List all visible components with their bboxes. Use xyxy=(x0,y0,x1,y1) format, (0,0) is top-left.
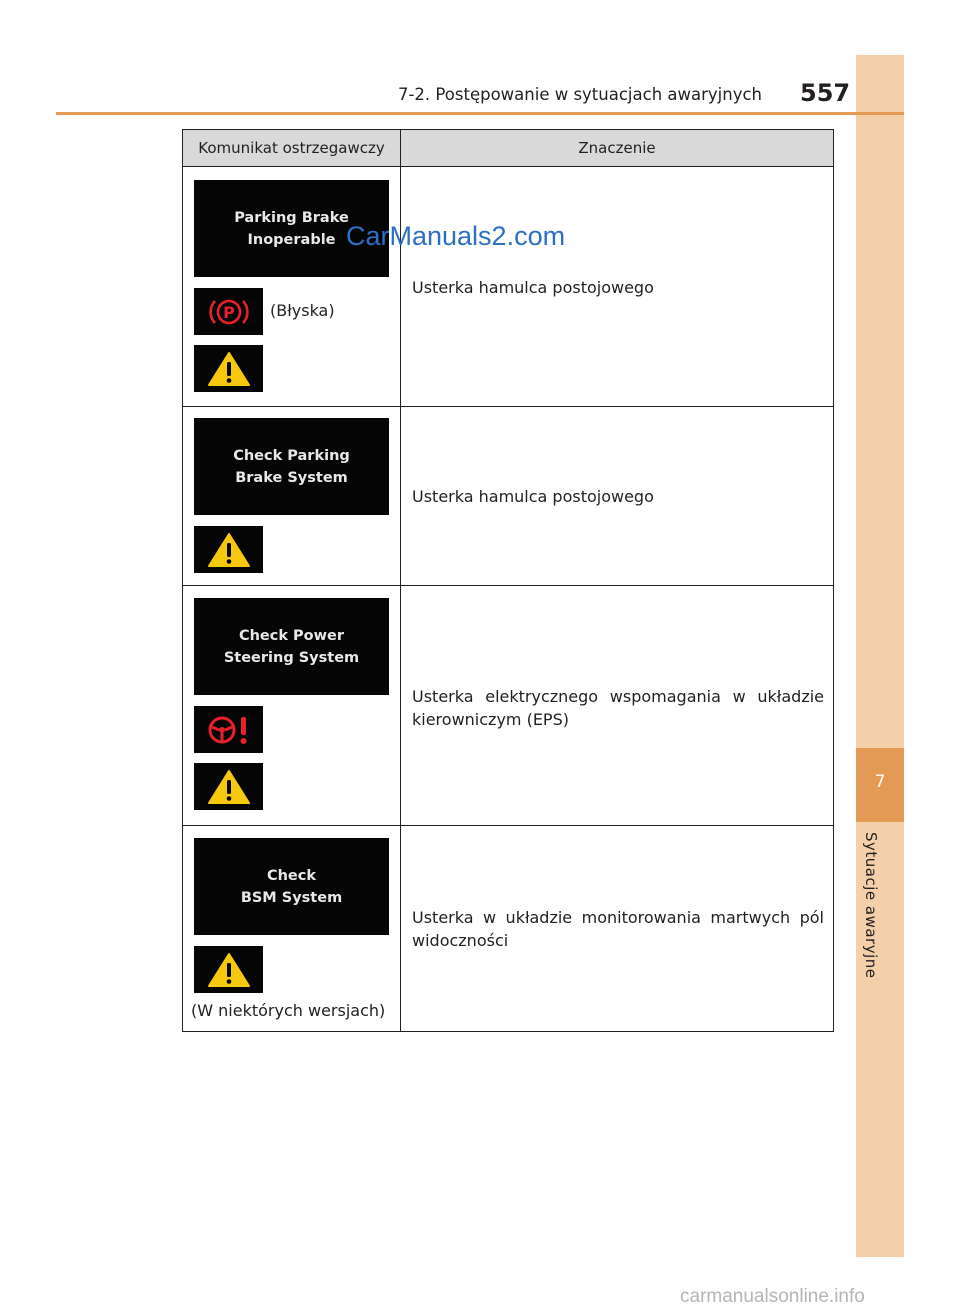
section-title: 7-2. Postępowanie w sytuacjach awaryjnych xyxy=(397,85,762,104)
version-footnote: (W niektórych wersjach) xyxy=(191,1001,386,1020)
display-message-screen xyxy=(194,418,389,515)
column-header-message: Komunikat ostrzegawczy xyxy=(198,139,385,157)
meaning-text: Usterka hamulca postojowego xyxy=(412,487,654,506)
parking-brake-icon xyxy=(194,288,263,335)
warning-triangle-icon xyxy=(194,946,263,993)
warning-messages-table xyxy=(182,129,834,1032)
flashing-note: (Błyska) xyxy=(270,301,335,320)
meaning-text: Usterka elektrycznego wspomagania w układzie kierowniczym (EPS) xyxy=(412,687,824,729)
chapter-side-tab xyxy=(856,55,904,1257)
display-line: Steering System xyxy=(223,649,360,666)
svg-text:P: P xyxy=(222,302,235,322)
warning-triangle-icon xyxy=(194,763,263,810)
chapter-number: 7 xyxy=(874,772,886,792)
display-message-screen xyxy=(194,598,389,695)
row-divider xyxy=(183,825,833,826)
display-line: Inoperable xyxy=(247,231,336,248)
display-line: BSM System xyxy=(240,889,343,906)
display-line: Check xyxy=(266,867,317,884)
table-header xyxy=(183,130,833,167)
chapter-label: Sytuacje awaryjne xyxy=(862,832,880,979)
meaning-text: Usterka w układzie monitorowania martwych pól widoczności xyxy=(412,908,824,950)
row-divider xyxy=(183,585,833,586)
display-line: Brake System xyxy=(235,469,348,486)
watermark-carmanuals2[interactable]: CarManuals2.com xyxy=(346,221,566,251)
row-divider xyxy=(183,406,833,407)
warning-triangle-icon xyxy=(194,526,263,573)
display-line: Parking Brake xyxy=(234,209,349,226)
power-steering-warning-icon xyxy=(194,706,263,753)
warning-triangle-icon xyxy=(194,345,263,392)
page-number: 557 xyxy=(800,79,851,107)
display-line: Check Parking xyxy=(233,447,350,464)
column-header-meaning: Znaczenie xyxy=(578,139,656,157)
header-rule xyxy=(56,112,904,115)
display-message-screen xyxy=(194,838,389,935)
watermark-carmanualsonline[interactable]: carmanualsonline.info xyxy=(680,1286,865,1307)
meaning-text: Usterka hamulca postojowego xyxy=(412,278,654,297)
column-divider xyxy=(400,130,401,1031)
display-line: Check Power xyxy=(238,627,345,644)
